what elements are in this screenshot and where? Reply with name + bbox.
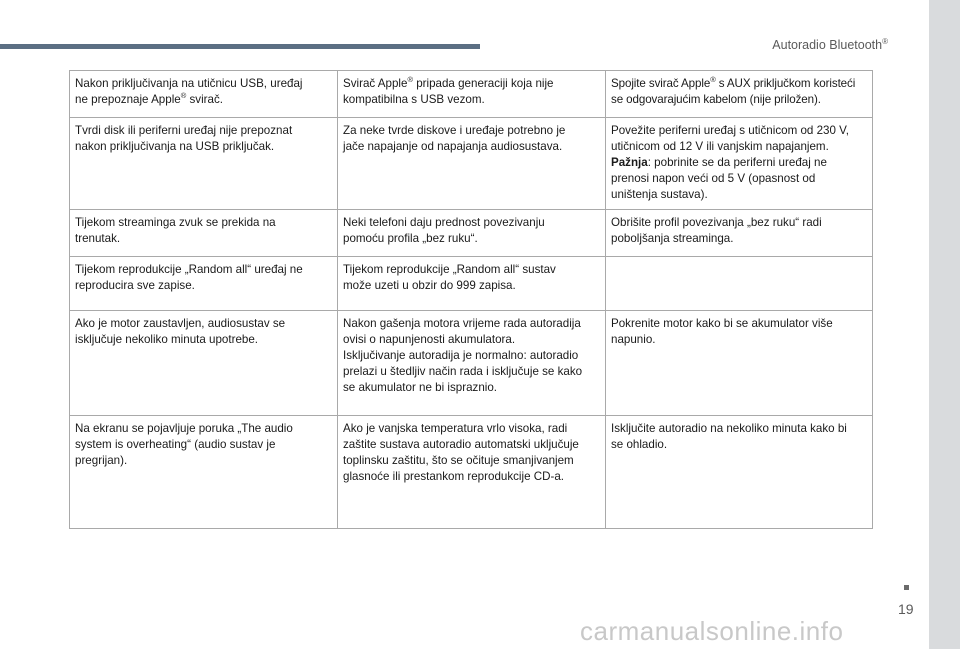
- cell-text-line: kompatibilna s USB vezom.: [343, 93, 485, 106]
- problem-cell: [70, 257, 338, 311]
- cell-text-line: glasnoće ili prestankom reprodukcije CD-a.: [343, 470, 565, 483]
- page-side-strip: [929, 0, 960, 649]
- cell-text-line: Spojite svirač Apple® s AUX priključkom koristeći: [611, 75, 856, 90]
- cell-text-line: Za neke tvrde diskove i uređaje potrebno je: [343, 124, 566, 137]
- cell-text-line: Obrišite profil povezivanja „bez ruku“ radi: [611, 216, 822, 229]
- cell-text-line: Pokrenite motor kako bi se akumulator više: [611, 317, 833, 330]
- solution-cell: [606, 257, 873, 311]
- cell-text-line: isključuje nekoliko minuta upotrebe.: [75, 333, 259, 346]
- cause-cell: [338, 257, 606, 311]
- table-row: [70, 118, 873, 210]
- cell-text-line: se odgovarajućim kabelom (nije priložen).: [611, 93, 821, 106]
- table-row: [70, 311, 873, 416]
- cell-text-line: prenosi napon veći od 5 V (opasnost od: [611, 172, 816, 185]
- cell-text-line: pregrijan).: [75, 454, 128, 467]
- cell-text-line: Pažnja: pobrinite se da periferni uređaj ne: [611, 156, 827, 169]
- problem-cell: [70, 416, 338, 529]
- cell-text-line: system is overheating“ (audio sustav je: [75, 438, 276, 451]
- solution-cell: [606, 311, 873, 416]
- cell-text-line: Nakon priključivanja na utičnicu USB, uređaj: [75, 77, 303, 90]
- cell-text-line: se ohladio.: [611, 438, 668, 451]
- problem-cell: [70, 210, 338, 257]
- cell-text-line: zaštite sustava autoradio automatski uključuje: [343, 438, 579, 451]
- cell-text-line: može uzeti u obzir do 999 zapisa.: [343, 279, 516, 292]
- cause-cell: [338, 71, 606, 118]
- cell-text-line: uništenja sustava).: [611, 188, 708, 201]
- registered-mark: ®: [882, 36, 888, 46]
- cell-text-line: reproducira sve zapise.: [75, 279, 195, 292]
- cell-text-line: nakon priključivanja na USB priključak.: [75, 140, 275, 153]
- cell-text-line: Na ekranu se pojavljuje poruka „The audio: [75, 422, 293, 435]
- cell-text-line: prelazi u štedljiv način rada i isključuje se kako: [343, 365, 583, 378]
- cell-text-line: Svirač Apple® pripada generaciji koja nije: [343, 75, 554, 90]
- cell-text-line: ne prepoznaje Apple® svirač.: [75, 91, 223, 106]
- header-rule: [0, 44, 480, 49]
- solution-cell: [606, 416, 873, 529]
- cause-cell: [338, 210, 606, 257]
- table-row: [70, 210, 873, 257]
- cell-text-line: utičnicom od 12 V ili vanjskim napajanjem.: [611, 140, 829, 153]
- table-row: [70, 416, 873, 529]
- cell-text-line: Tijekom reprodukcije „Random all“ uređaj ne: [75, 263, 303, 276]
- cause-cell: [338, 416, 606, 529]
- solution-cell: [606, 71, 873, 118]
- cell-text-line: Tijekom streaminga zvuk se prekida na: [75, 216, 276, 229]
- cell-text-line: Tijekom reprodukcije „Random all“ sustav: [343, 263, 556, 276]
- cell-text-line: se akumulator ne bi ispraznio.: [343, 381, 498, 394]
- cell-text-line: toplinsku zaštitu, što se očituje smanjivanjem: [343, 454, 574, 467]
- cell-text-line: poboljšanja streaminga.: [611, 232, 734, 245]
- troubleshooting-table: [69, 70, 873, 529]
- cell-text-line: Ako je motor zaustavljen, audiosustav se: [75, 317, 286, 330]
- solution-cell: [606, 118, 873, 210]
- cell-text-line: trenutak.: [75, 232, 121, 245]
- table-row: [70, 257, 873, 311]
- page-number: 19: [898, 601, 914, 617]
- cell-text-line: Tvrdi disk ili periferni uređaj nije prepoznat: [75, 124, 293, 137]
- solution-cell: [606, 210, 873, 257]
- page-header-title: Autoradio Bluetooth®: [772, 36, 888, 52]
- table-row: [70, 71, 873, 118]
- page-marker-square: [904, 585, 909, 590]
- cause-cell: [338, 118, 606, 210]
- cause-cell: [338, 311, 606, 416]
- cell-text-line: Nakon gašenja motora vrijeme rada autoradija: [343, 317, 581, 330]
- problem-cell: [70, 71, 338, 118]
- cell-text-line: pomoću profila „bez ruku“.: [343, 232, 478, 245]
- problem-cell: [70, 118, 338, 210]
- cell-text-line: Isključivanje autoradija je normalno: autoradio: [343, 349, 579, 362]
- cell-text-line: Isključite autoradio na nekoliko minuta kako bi: [611, 422, 847, 435]
- watermark: carmanualsonline.info: [580, 616, 844, 646]
- cell-text-line: napunio.: [611, 333, 656, 346]
- cell-text-line: jače napajanje od napajanja audiosustava.: [343, 140, 563, 153]
- problem-cell: [70, 311, 338, 416]
- cell-text-line: ovisi o napunjenosti akumulatora.: [343, 333, 516, 346]
- cell-text-line: Povežite periferni uređaj s utičnicom od 230 V,: [611, 124, 850, 137]
- cell-text-line: Neki telefoni daju prednost povezivanju: [343, 216, 545, 229]
- cell-text-line: Ako je vanjska temperatura vrlo visoka, radi: [343, 422, 568, 435]
